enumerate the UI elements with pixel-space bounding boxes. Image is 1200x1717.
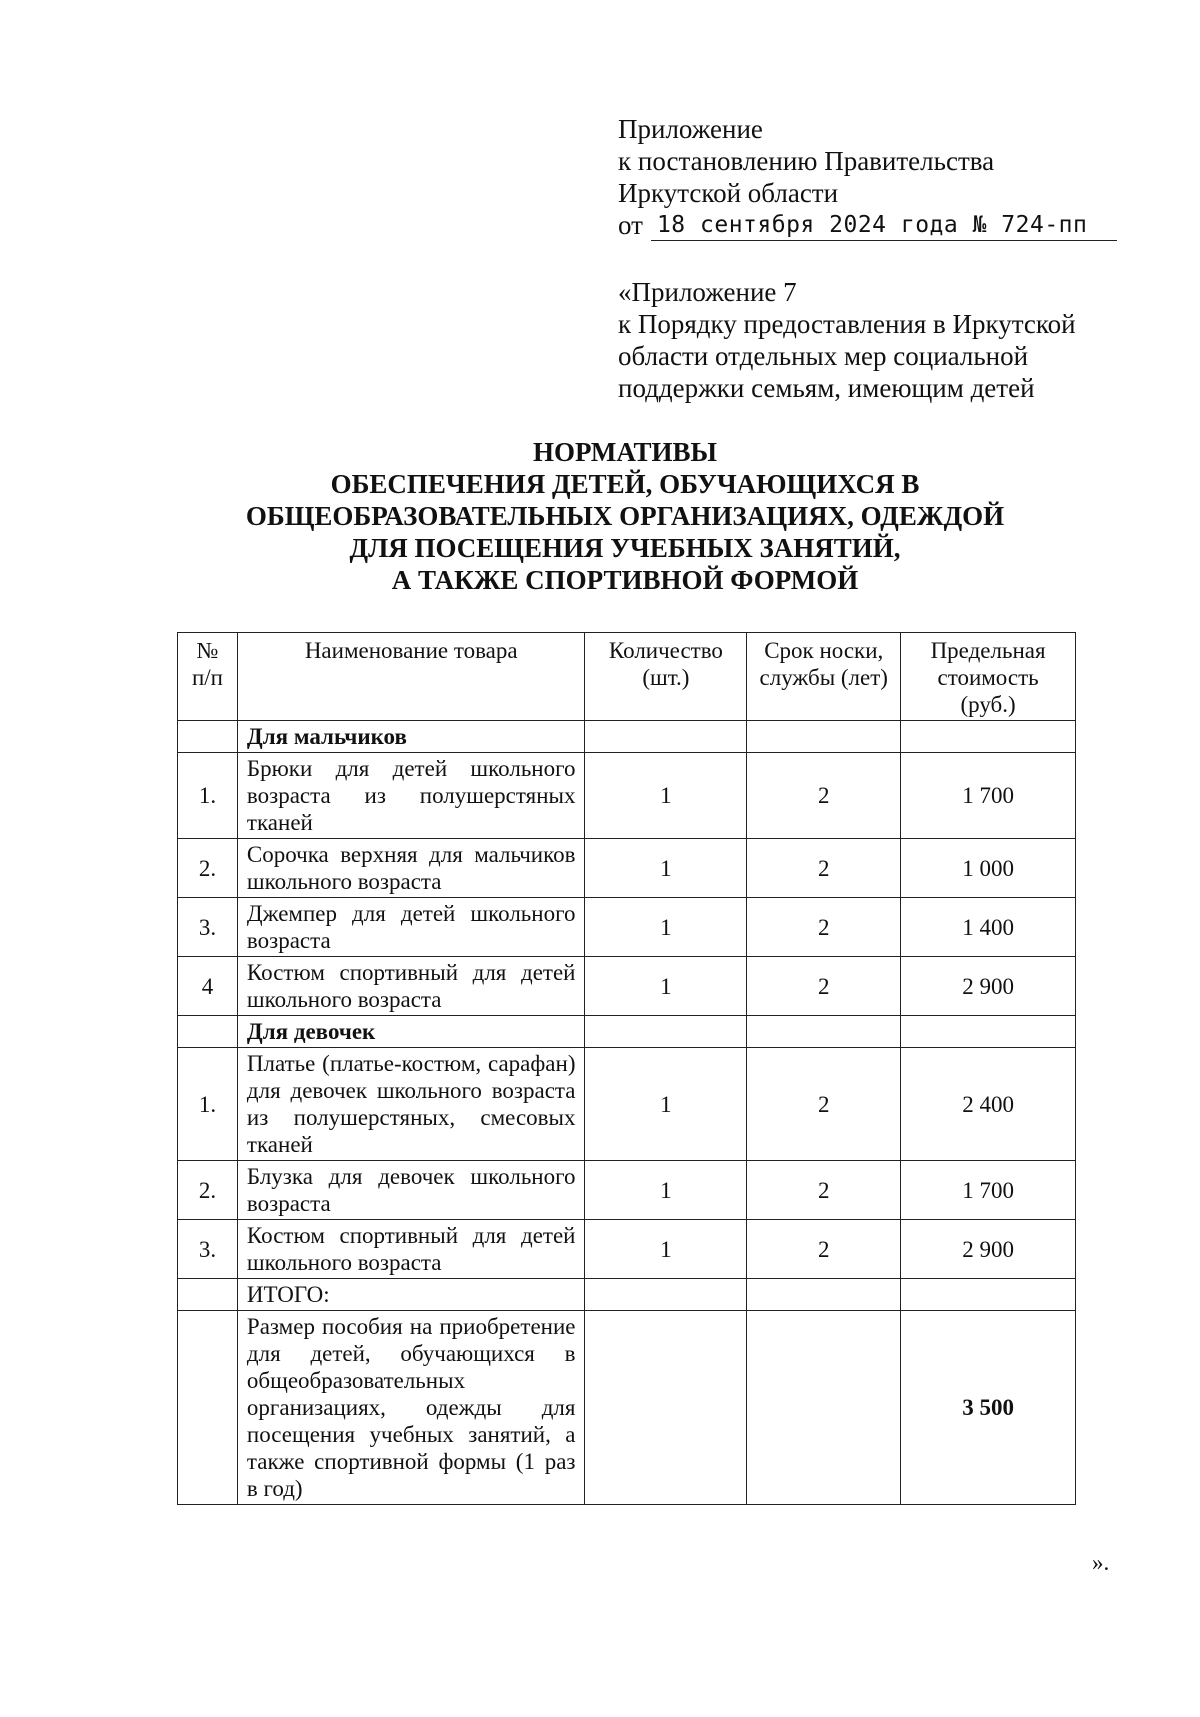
allowance-name: Размер пособия на приобретение для детей, обучающихся в общеобразовательных организациях, одежды для посещения учебных занятий, а также спортивной формы (1 раз в год) xyxy=(237,1311,585,1505)
row-price: 1 700 xyxy=(901,753,1076,839)
appendix7-line-1: «Приложение 7 xyxy=(618,277,797,307)
appendix7-line-3: области отдельных мер социальной xyxy=(618,341,1029,371)
title-line-5: А ТАКЖЕ СПОРТИВНОЙ ФОРМОЙ xyxy=(391,565,859,595)
closing-quote: ». xyxy=(1092,1550,1110,1575)
header-qty: Количество (шт.) xyxy=(585,633,747,721)
appendix-block xyxy=(618,113,1117,241)
row-term: 2 xyxy=(747,1161,901,1220)
allowance-row xyxy=(178,1311,1076,1505)
total-label: ИТОГО: xyxy=(237,1279,585,1311)
table-row xyxy=(178,1220,1076,1279)
title-line-1: НОРМАТИВЫ xyxy=(532,437,718,467)
header-name: Наименование товара xyxy=(237,633,585,721)
row-term: 2 xyxy=(747,839,901,898)
row-num: 3. xyxy=(178,898,238,957)
row-num: 1. xyxy=(178,1048,238,1161)
appendix-line-3: Иркутской области xyxy=(618,178,839,208)
row-qty: 1 xyxy=(585,1220,747,1279)
table-row xyxy=(178,839,1076,898)
appendix7-block xyxy=(618,276,1076,404)
row-name: Костюм спортивный для детей школьного возраста xyxy=(237,957,585,1016)
row-qty: 1 xyxy=(585,1161,747,1220)
row-price: 1 400 xyxy=(901,898,1076,957)
appendix-line-2: к постановлению Правительства xyxy=(618,146,995,176)
date-prefix: от xyxy=(618,210,643,240)
date-value: 18 сентября 2024 года № 724-пп xyxy=(651,210,1117,241)
title-line-4: ДЛЯ ПОСЕЩЕНИЯ УЧЕБНЫХ ЗАНЯТИЙ, xyxy=(349,533,901,563)
table-row xyxy=(178,1161,1076,1220)
document-title xyxy=(160,436,1090,596)
table-row xyxy=(178,957,1076,1016)
row-num: 1. xyxy=(178,753,238,839)
row-term: 2 xyxy=(747,753,901,839)
row-price: 2 900 xyxy=(901,957,1076,1016)
allowance-price: 3 500 xyxy=(901,1311,1076,1505)
row-qty: 1 xyxy=(585,957,747,1016)
appendix-date-line xyxy=(618,209,1117,241)
row-price: 2 900 xyxy=(901,1220,1076,1279)
title-line-3: ОБЩЕОБРАЗОВАТЕЛЬНЫХ ОРГАНИЗАЦИЯХ, ОДЕЖДОЙ xyxy=(245,501,1005,531)
row-qty: 1 xyxy=(585,839,747,898)
row-term: 2 xyxy=(747,898,901,957)
row-qty: 1 xyxy=(585,1048,747,1161)
table-header-row xyxy=(178,633,1076,721)
row-num: 2. xyxy=(178,1161,238,1220)
row-name: Джемпер для детей школьного возраста xyxy=(237,898,585,957)
norms-table xyxy=(177,632,1076,1505)
row-num: 2. xyxy=(178,839,238,898)
appendix7-line-4: поддержки семьям, имеющим детей xyxy=(618,373,1035,403)
row-term: 2 xyxy=(747,1220,901,1279)
header-num: № п/п xyxy=(178,633,238,721)
appendix-line-1: Приложение xyxy=(618,114,763,144)
row-term: 2 xyxy=(747,1048,901,1161)
appendix7-line-2: к Порядку предоставления в Иркутской xyxy=(618,309,1076,339)
row-price: 1 700 xyxy=(901,1161,1076,1220)
title-line-2: ОБЕСПЕЧЕНИЯ ДЕТЕЙ, ОБУЧАЮЩИХСЯ В xyxy=(330,469,920,499)
row-qty: 1 xyxy=(585,898,747,957)
row-name: Костюм спортивный для детей школьного возраста xyxy=(237,1220,585,1279)
table-row xyxy=(178,753,1076,839)
table-row xyxy=(178,1048,1076,1161)
row-name: Брюки для детей школьного возраста из полушерстяных тканей xyxy=(237,753,585,839)
table-row xyxy=(178,898,1076,957)
row-term: 2 xyxy=(747,957,901,1016)
row-price: 1 000 xyxy=(901,839,1076,898)
header-price: Предельная стоимость (руб.) xyxy=(901,633,1076,721)
row-price: 2 400 xyxy=(901,1048,1076,1161)
row-num: 3. xyxy=(178,1220,238,1279)
total-row xyxy=(178,1279,1076,1311)
girls-section-label: Для девочек xyxy=(237,1016,585,1048)
row-name: Блузка для девочек школьного возраста xyxy=(237,1161,585,1220)
row-name: Сорочка верхняя для мальчиков школьного возраста xyxy=(237,839,585,898)
row-qty: 1 xyxy=(585,753,747,839)
header-term: Срок носки, службы (лет) xyxy=(747,633,901,721)
boys-section-label: Для мальчиков xyxy=(237,721,585,753)
row-num: 4 xyxy=(178,957,238,1016)
boys-section-row xyxy=(178,721,1076,753)
girls-section-row xyxy=(178,1016,1076,1048)
row-name: Платье (платье-костюм, сарафан) для девочек школьного возраста из полушерстяных, смесовых тканей xyxy=(237,1048,585,1161)
